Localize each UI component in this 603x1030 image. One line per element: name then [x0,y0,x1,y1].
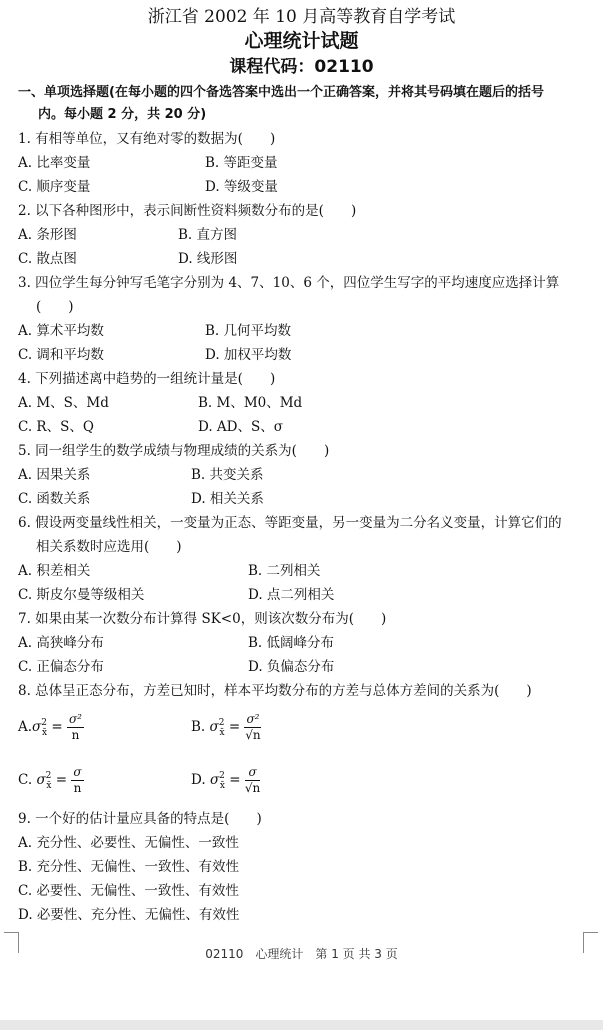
q8-option-a: $A.\sigma^2_{x̄}$ = $\frac{\text{σ²}}{n}$ [18,712,82,742]
q7-option-c: C. 正偏态分布 [18,659,104,675]
question-1-stem: 1. 有相等单位，又有绝对零的数据为( ) [18,131,276,147]
q3-option-a: A. 算术平均数 [18,323,104,339]
q8-option-b: B. $\sigma^2_{x̄}$ = $\frac{\text{σ²}}{√n}$ [191,712,261,742]
q3-option-b: B. 几何平均数 [205,323,292,339]
q2-option-a: A. 条形图 [18,227,77,243]
q2-option-c: C. 散点图 [18,251,77,267]
q6-option-a: A. 积差相关 [18,563,91,579]
q5-option-d: D. 相关关系 [191,491,264,507]
section-line-1: 一、单项选择题(在每小题的四个备选答案中选出一个正确答案，并将其号码填在题后的括号 [18,85,544,100]
q2-option-b: B. 直方图 [178,227,238,243]
q8-option-c: C. $\sigma^2_{x̄}$ = $\frac{\sigma}{n}$ [18,765,82,795]
q9-option-c: C. 必要性、无偏性、一致性、有效性 [18,883,239,899]
q6-option-c: C. 斯皮尔曼等级相关 [18,587,145,603]
q1-option-c: C. 顺序变量 [18,179,91,195]
q7-option-b: B. 低阔峰分布 [248,635,335,651]
question-2-stem: 2. 以下各种图形中，表示间断性资料频数分布的是( ) [18,203,357,219]
q9-option-d: D. 必要性、充分性、无偏性、有效性 [18,907,240,923]
exam-title: 心理统计试题 [244,30,359,52]
q4-option-c: C. R、S、Q [18,419,94,435]
question-3-stem-cont: ( ) [36,299,74,315]
viewer-bottom-edge [0,1020,603,1030]
q1-option-d: D. 等级变量 [205,179,278,195]
q3-option-c: C. 调和平均数 [18,347,104,363]
section-line-2: 内。每小题 2 分，共 20 分) [38,107,207,122]
question-6-stem-cont: 相关系数时应选用( ) [36,539,182,555]
page-footer: 02110 心理统计 第 1 页 共 3 页 [205,947,398,961]
q5-option-a: A. 因果关系 [18,467,91,483]
question-7-stem: 7. 如果由某一次数分布计算得 SK<0，则该次数分布为( ) [18,611,387,627]
question-4-stem: 4. 下列描述离中趋势的一组统计量是( ) [18,371,276,387]
question-9-stem: 9. 一个好的估计量应具备的特点是( ) [18,811,262,827]
q4-option-d: D. AD、S、σ [198,419,283,435]
question-5-stem: 5. 同一组学生的数学成绩与物理成绩的关系为( ) [18,443,330,459]
q7-option-a: A. 高狭峰分布 [18,635,104,651]
q7-option-d: D. 负偏态分布 [248,659,335,675]
question-3-stem: 3. 四位学生每分钟写毛笔字分别为 4、7、10、6 个，四位学生写字的平均速度应选择计算 [18,275,560,291]
q6-option-d: D. 点二列相关 [248,587,335,603]
q5-option-b: B. 共变关系 [191,467,264,483]
question-8-stem: 8. 总体呈正态分布，方差已知时，样本平均数分布的方差与总体方差间的关系为( ) [18,683,532,699]
q8-option-d: D. $\sigma^2_{x̄}$ = $\frac{\sigma}{√n}$ [191,765,261,795]
q2-option-d: D. 线形图 [178,251,238,267]
q9-option-a: A. 充分性、必要性、无偏性、一致性 [18,835,239,851]
exam-header: 浙江省 2002 年 10 月高等教育自学考试 [147,7,456,27]
q4-option-b: B. M、M0、Md [198,395,303,411]
q5-option-c: C. 函数关系 [18,491,91,507]
q1-option-a: A. 比率变量 [18,155,91,171]
course-code: 课程代码：02110 [229,57,374,77]
q6-option-b: B. 二列相关 [248,563,321,579]
question-6-stem: 6. 假设两变量线性相关，一变量为正态、等距变量，另一变量为二分名义变量，计算它们的 [18,515,562,531]
q9-option-b: B. 充分性、无偏性、一致性、有效性 [18,859,240,875]
q1-option-b: B. 等距变量 [205,155,278,171]
section-instructions [18,82,588,126]
q4-option-a: A. M、S、Md [18,395,109,411]
q3-option-d: D. 加权平均数 [205,347,292,363]
